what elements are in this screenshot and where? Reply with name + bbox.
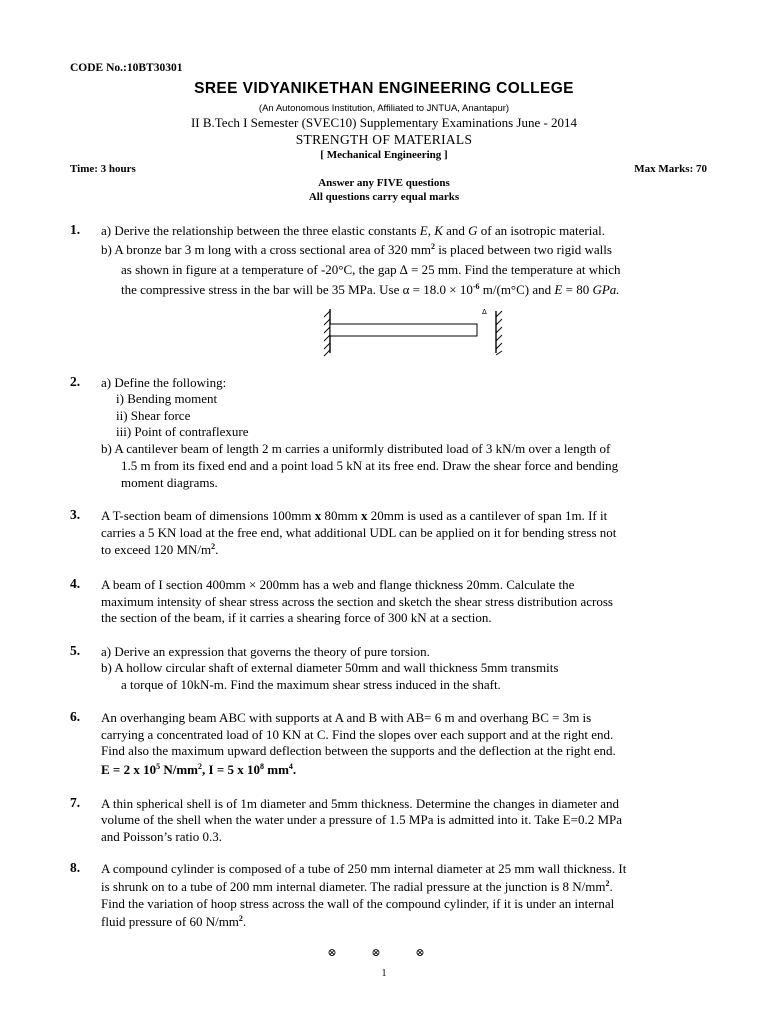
end-of-paper-symbols: ⊗ ⊗ ⊗ — [327, 947, 441, 959]
question-number-4: 4. — [70, 576, 81, 591]
q1-part-b-line-1: b) A bronze bar 3 m long with a cross sectional area of 320 $mm^2$ is placed between two rigid walls — [101, 242, 612, 257]
q4-line-2: maximum intensity of shear stress across the section and sketch the shear stress distribution across — [101, 594, 613, 609]
time-allowed: Time: 3 hours — [70, 163, 136, 175]
question-number-6: 6. — [70, 709, 81, 724]
bar-between-walls-figure — [318, 305, 508, 357]
q8-line-4: fluid pressure of 60 $N/mm^2$. — [101, 914, 247, 929]
q2-part-a-item-ii: ii) Shear force — [116, 408, 191, 423]
q2-part-a-item-i: i) Bending moment — [116, 391, 218, 406]
question-number-7: 7. — [70, 795, 81, 810]
question-number-5: 5. — [70, 643, 81, 658]
max-marks: Max Marks: 70 — [634, 163, 707, 175]
question-number-1: 1. — [70, 222, 81, 237]
q8-line-1: A compound cylinder is composed of a tube of 250 mm internal diameter at 25 mm wall thickness. It — [101, 861, 627, 876]
right-wall-hatching — [496, 311, 502, 355]
page-number: 1 — [381, 968, 387, 979]
affiliation: (An Autonomous Institution, Affiliated to JNTUA, Anantapur) — [258, 103, 510, 114]
q3-line-3: to exceed 120 $MN/m^2$. — [101, 542, 219, 557]
q4-line-1: A beam of I section 400mm × 200mm has a web and flange thickness 20mm. Calculate the — [101, 577, 575, 592]
q3-line-1: A T-section beam of dimensions 100mm x 80mm x 20mm is used as a cantilever of span 1m. If it — [101, 508, 608, 523]
left-wall-hatching — [324, 311, 330, 356]
question-number-8: 8. — [70, 860, 81, 875]
q5-part-a: a) Derive an expression that governs the theory of pure torsion. — [101, 644, 430, 659]
paper-code: CODE No.:10BT30301 — [70, 62, 183, 74]
bronze-bar — [330, 324, 477, 336]
q2-part-b-line-2: 1.5 m from its fixed end and a point load 5 kN at its free end. Draw the shear force and bending — [121, 458, 619, 473]
q3-line-2: carries a 5 KN load at the free end, what additional UDL can be applied on it for bending stress not — [101, 525, 617, 540]
q2-part-a-item-iii: iii) Point of contraflexure — [116, 424, 249, 439]
q2-part-a: a) Define the following: — [101, 375, 227, 390]
college-name: SREE VIDYANIKETHAN ENGINEERING COLLEGE — [194, 80, 574, 97]
q2-part-b-line-3: moment diagrams. — [121, 475, 218, 490]
q6-line-2: carrying a concentrated load of 10 KN at C. Find the slopes over each support and at the right end. — [101, 727, 614, 742]
q6-line-1: An overhanging beam ABC with supports at A and B with AB= 6 m and overhang BC = 3m is — [101, 710, 592, 725]
question-number-3: 3. — [70, 507, 81, 522]
q7-line-2: volume of the shell when the water under a pressure of 1.5 MPa is admitted into it. Take E=0.2 MPa — [101, 812, 623, 827]
gap-label: Δ — [482, 308, 487, 316]
q8-line-3: Find the variation of hoop stress across the wall of the compound cylinder, if it is under an internal — [101, 896, 615, 911]
q7-line-1: A thin spherical shell is of 1m diameter and 5mm thickness. Determine the changes in diameter and — [101, 796, 620, 811]
instruction-answer-five: Answer any FIVE questions — [318, 177, 450, 189]
q1-part-b-line-2: as shown in figure at a temperature of -20°C, the gap ∆ = 25 mm. Find the temperature at which — [121, 262, 621, 277]
q8-line-2: is shrunk on to a tube of 200 mm internal diameter. The radial pressure at the junction is 8 $N/mm^2$. — [101, 879, 613, 894]
q6-given-values: E = 2 x $10^5$ $N/mm^2$, I = 5 x $10^8$ $mm^4$. — [101, 762, 297, 777]
q7-line-3: and Poisson’s ratio 0.3. — [101, 829, 222, 844]
exam-title: II B.Tech I Semester (SVEC10) Supplementary Examinations June - 2014 — [190, 115, 578, 130]
q5-part-b-line-2: a torque of 10kN-m. Find the maximum shear stress induced in the shaft. — [121, 677, 501, 692]
subject-title: STRENGTH OF MATERIALS — [295, 132, 473, 147]
question-number-2: 2. — [70, 374, 81, 389]
q5-part-b-line-1: b) A hollow circular shaft of external diameter 50mm and wall thickness 5mm transmits — [101, 660, 559, 675]
q1-part-a: a) Derive the relationship between the three elastic constants E, K and G of an isotropic material. — [101, 223, 605, 238]
q6-line-3: Find also the maximum upward deflection between the supports and the deflection at the right end. — [101, 743, 616, 758]
instruction-equal-marks: All questions carry equal marks — [308, 191, 460, 203]
q2-part-b-line-1: b) A cantilever beam of length 2 m carries a uniformly distributed load of 3 kN/m over a length of — [101, 441, 611, 456]
department: [ Mechanical Engineering ] — [320, 149, 448, 161]
q4-line-3: the section of the beam, if it carries a shearing force of 300 kN at a section. — [101, 610, 492, 625]
q1-part-b-line-3: the compressive stress in the bar will be 35 MPa. Use $\alpha = 18.0 \times 10^{-6}$ m/(m°C) and E = 80 GPa. — [121, 282, 620, 297]
